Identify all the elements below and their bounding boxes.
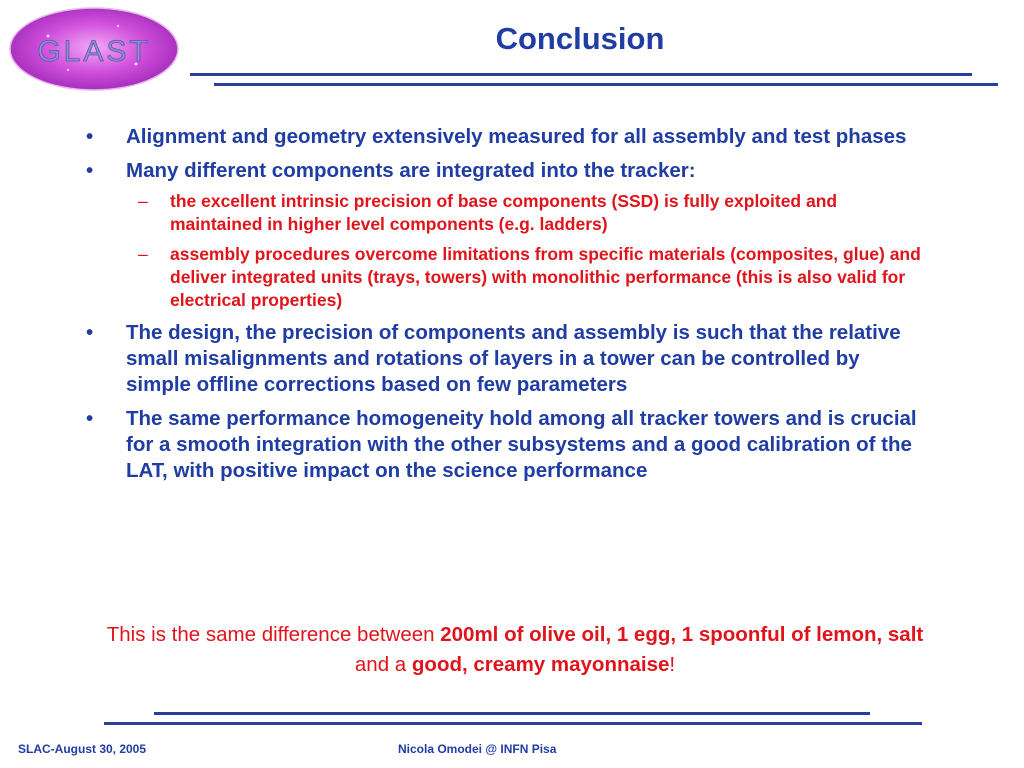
bullet-item (84, 158, 924, 312)
title-rule-top (190, 73, 972, 76)
sub-bullet-item (126, 243, 924, 312)
sub-bullet-marker: – (138, 191, 148, 211)
closing-text-2: and a (354, 653, 412, 676)
bullet-text: Alignment and geometry extensively measured for all assembly and test phases (126, 125, 907, 148)
footer-rule-bottom (104, 722, 922, 725)
bullet-marker: • (86, 407, 94, 430)
closing-ingredients: 200ml of olive oil, 1 egg, 1 spoonful of lemon, salt (440, 623, 924, 646)
closing-mayonnaise: good, creamy mayonnaise (411, 653, 670, 676)
sub-bullet-marker: – (138, 244, 148, 264)
sub-bullet-text: the excellent intrinsic precision of base components (SSD) is fully exploited and maintained in higher level components (e.g. ladders) (170, 191, 838, 234)
title-rule-bottom (214, 83, 998, 86)
closing-text-1: This is the same difference between (106, 623, 441, 646)
sub-bullet-item (126, 190, 924, 236)
bullet-marker: • (86, 125, 94, 148)
closing-text-3: ! (669, 653, 676, 676)
closing-statement (100, 620, 930, 680)
footer-date: SLAC-August 30, 2005 (18, 742, 147, 756)
footer-rule-top (154, 712, 870, 715)
bullet-item (84, 406, 924, 484)
bullet-list (84, 124, 924, 492)
bullet-text: The design, the precision of components and assembly is such that the relative small misalignments and rotations of layers in a tower can be controlled by simple offline corrections based on few parameters (126, 321, 901, 396)
sub-bullet-list (126, 190, 924, 312)
bullet-marker: • (86, 159, 94, 182)
glast-logo (8, 6, 180, 92)
bullet-text: The same performance homogeneity hold among all tracker towers and is crucial for a smooth integration with the other subsystems and a good calibration of the LAT, with positive impact on the science performance (126, 407, 917, 482)
bullet-item (84, 320, 924, 398)
bullet-item (84, 124, 924, 150)
logo-text: GLAST (37, 35, 151, 68)
bullet-text: Many different components are integrated into the tracker: (126, 159, 696, 182)
bullet-marker: • (86, 321, 94, 344)
slide-title: Conclusion (495, 21, 665, 56)
footer-author: Nicola Omodei @ INFN Pisa (398, 742, 557, 756)
sub-bullet-text: assembly procedures overcome limitations from specific materials (composites, glue) and deliver integrated units (trays, towers) with monolithic performance (this is also valid for electrical properties) (170, 244, 921, 310)
